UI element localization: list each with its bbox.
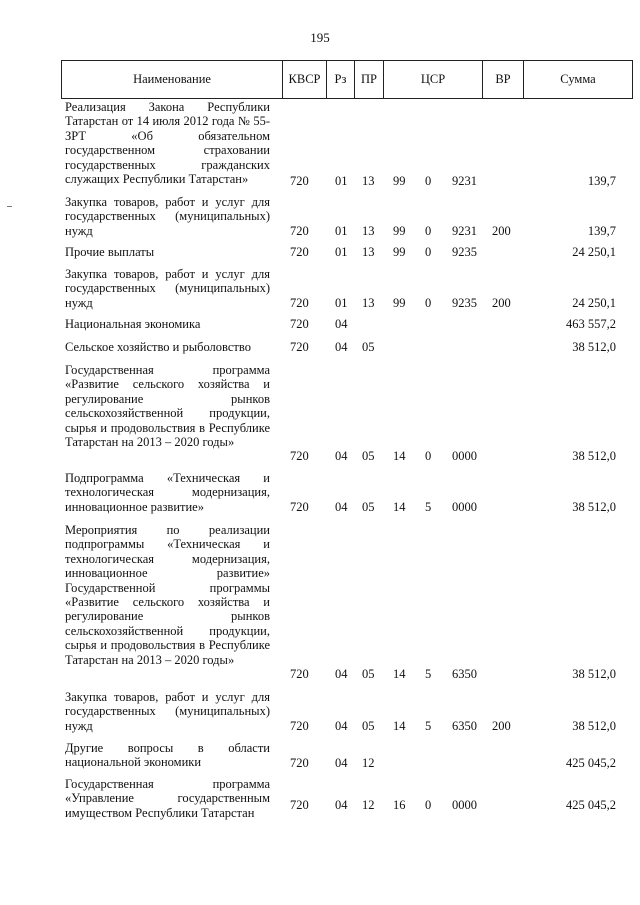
row-sum: 24 250,1: [572, 296, 616, 310]
row-name: [65, 317, 270, 331]
column-header-rz: Рз: [334, 72, 347, 86]
row-name-text: Национальная экономика: [65, 317, 201, 331]
row-csr-direction: 0000: [452, 500, 477, 514]
table-header: [61, 60, 633, 99]
row-csr-direction: 9235: [452, 296, 477, 310]
row-kvsr: 720: [290, 340, 309, 354]
row-csr-subprogram: 5: [425, 719, 432, 733]
row-csr-program: 14: [393, 500, 406, 514]
row-sum: 38 512,0: [572, 449, 616, 463]
row-rz: 04: [335, 719, 348, 733]
row-csr-subprogram: 0: [425, 245, 432, 259]
row-name: [65, 363, 270, 449]
row-csr-direction: 0000: [452, 449, 477, 463]
row-pr: 13: [362, 224, 375, 238]
row-name: [65, 523, 270, 667]
column-header-vr: ВР: [495, 72, 511, 86]
row-name: [65, 195, 270, 238]
row-kvsr: 720: [290, 756, 309, 770]
row-csr-subprogram: 0: [425, 798, 432, 812]
row-rz: 04: [335, 798, 348, 812]
row-name-text: Реализация Закона Республики Татарстан от 14 июля 2012 года № 55-ЗРТ «Об обязательном государственном страховании государственных гражданских служащих Республики Татарстан»: [65, 100, 270, 187]
row-rz: 04: [335, 500, 348, 514]
row-csr-direction: 0000: [452, 798, 477, 812]
row-kvsr: 720: [290, 798, 309, 812]
row-name-text: Другие вопросы в области национальной экономики: [65, 741, 270, 770]
row-name-text: Мероприятия по реализации подпрограммы «Техническая и технологическая модернизация, инновационное развитие» Государственной программы «Развитие сельского хозяйства и регулирование рынков сельскохозяйственной продукции, сырья и продовольствия в Республике Татарстан на 2013 – 2020 годы»: [65, 523, 270, 667]
row-rz: 01: [335, 224, 348, 238]
row-sum: 38 512,0: [572, 667, 616, 681]
row-pr: 12: [362, 756, 375, 770]
row-name: [65, 471, 270, 514]
column-header-name: Наименование: [133, 72, 211, 86]
row-csr-subprogram: 0: [425, 174, 432, 188]
row-kvsr: 720: [290, 174, 309, 188]
row-vr: 200: [492, 224, 511, 238]
row-name: [65, 100, 270, 186]
row-sum: 139,7: [587, 174, 616, 188]
row-name-text: Государственная программа «Развитие сельского хозяйства и регулирование рынков сельскохозяйственной продукции, сырья и продовольствия в Республике Татарстан на 2013 – 2020 годы»: [65, 363, 270, 450]
row-csr-program: 99: [393, 296, 406, 310]
row-name: [65, 741, 270, 770]
row-rz: 01: [335, 174, 348, 188]
row-csr-subprogram: 5: [425, 667, 432, 681]
row-sum: 139,7: [587, 224, 616, 238]
row-pr: 13: [362, 296, 375, 310]
row-name-text: Закупка товаров, работ и услуг для государственных (муниципальных) нужд: [65, 267, 270, 310]
row-sum: 463 557,2: [566, 317, 616, 331]
row-csr-subprogram: 0: [425, 296, 432, 310]
row-kvsr: 720: [290, 500, 309, 514]
row-rz: 04: [335, 317, 348, 331]
row-csr-program: 14: [393, 449, 406, 463]
row-rz: 04: [335, 667, 348, 681]
row-csr-direction: 9231: [452, 224, 477, 238]
row-name: [65, 267, 270, 310]
column-header-sum: Сумма: [560, 72, 596, 86]
row-pr: 13: [362, 245, 375, 259]
row-csr-program: 99: [393, 174, 406, 188]
row-name-text: Государственная программа «Управление государственным имуществом Республики Татарстан: [65, 777, 270, 820]
row-csr-program: 99: [393, 224, 406, 238]
row-name-text: Подпрограмма «Техническая и технологическая модернизация, инновационное развитие»: [65, 471, 270, 514]
row-csr-program: 14: [393, 667, 406, 681]
row-pr: 05: [362, 667, 375, 681]
row-sum: 38 512,0: [572, 500, 616, 514]
row-kvsr: 720: [290, 296, 309, 310]
row-name: [65, 777, 270, 820]
row-pr: 05: [362, 340, 375, 354]
row-csr-direction: 9235: [452, 245, 477, 259]
column-header-csr: ЦСР: [420, 72, 446, 86]
row-name-text: Закупка товаров, работ и услуг для государственных (муниципальных) нужд: [65, 195, 270, 238]
row-vr: 200: [492, 719, 511, 733]
row-csr-direction: 6350: [452, 719, 477, 733]
row-sum: 425 045,2: [566, 756, 616, 770]
margin-mark: [7, 206, 12, 207]
row-sum: 38 512,0: [572, 340, 616, 354]
row-kvsr: 720: [290, 245, 309, 259]
row-name-text: Прочие выплаты: [65, 245, 155, 259]
row-vr: 200: [492, 296, 511, 310]
row-rz: 04: [335, 756, 348, 770]
row-name: [65, 690, 270, 733]
row-kvsr: 720: [290, 317, 309, 331]
row-kvsr: 720: [290, 719, 309, 733]
row-name-text: Сельское хозяйство и рыболовство: [65, 340, 251, 354]
row-csr-subprogram: 5: [425, 500, 432, 514]
row-pr: 13: [362, 174, 375, 188]
row-sum: 425 045,2: [566, 798, 616, 812]
row-csr-subprogram: 0: [425, 449, 432, 463]
row-rz: 04: [335, 340, 348, 354]
row-name: [65, 340, 270, 354]
row-kvsr: 720: [290, 667, 309, 681]
row-sum: 38 512,0: [572, 719, 616, 733]
column-header-kvsr: КВСР: [288, 72, 321, 86]
row-csr-program: 14: [393, 719, 406, 733]
row-csr-program: 16: [393, 798, 406, 812]
row-rz: 04: [335, 449, 348, 463]
row-rz: 01: [335, 296, 348, 310]
column-header-pr: ПР: [361, 72, 377, 86]
row-pr: 05: [362, 449, 375, 463]
row-csr-direction: 6350: [452, 667, 477, 681]
row-kvsr: 720: [290, 449, 309, 463]
row-kvsr: 720: [290, 224, 309, 238]
row-pr: 12: [362, 798, 375, 812]
page-number: 195: [310, 30, 330, 45]
row-csr-program: 99: [393, 245, 406, 259]
row-pr: 05: [362, 719, 375, 733]
row-name-text: Закупка товаров, работ и услуг для государственных (муниципальных) нужд: [65, 690, 270, 733]
row-sum: 24 250,1: [572, 245, 616, 259]
row-csr-subprogram: 0: [425, 224, 432, 238]
row-rz: 01: [335, 245, 348, 259]
row-name: [65, 245, 270, 259]
row-pr: 05: [362, 500, 375, 514]
row-csr-direction: 9231: [452, 174, 477, 188]
